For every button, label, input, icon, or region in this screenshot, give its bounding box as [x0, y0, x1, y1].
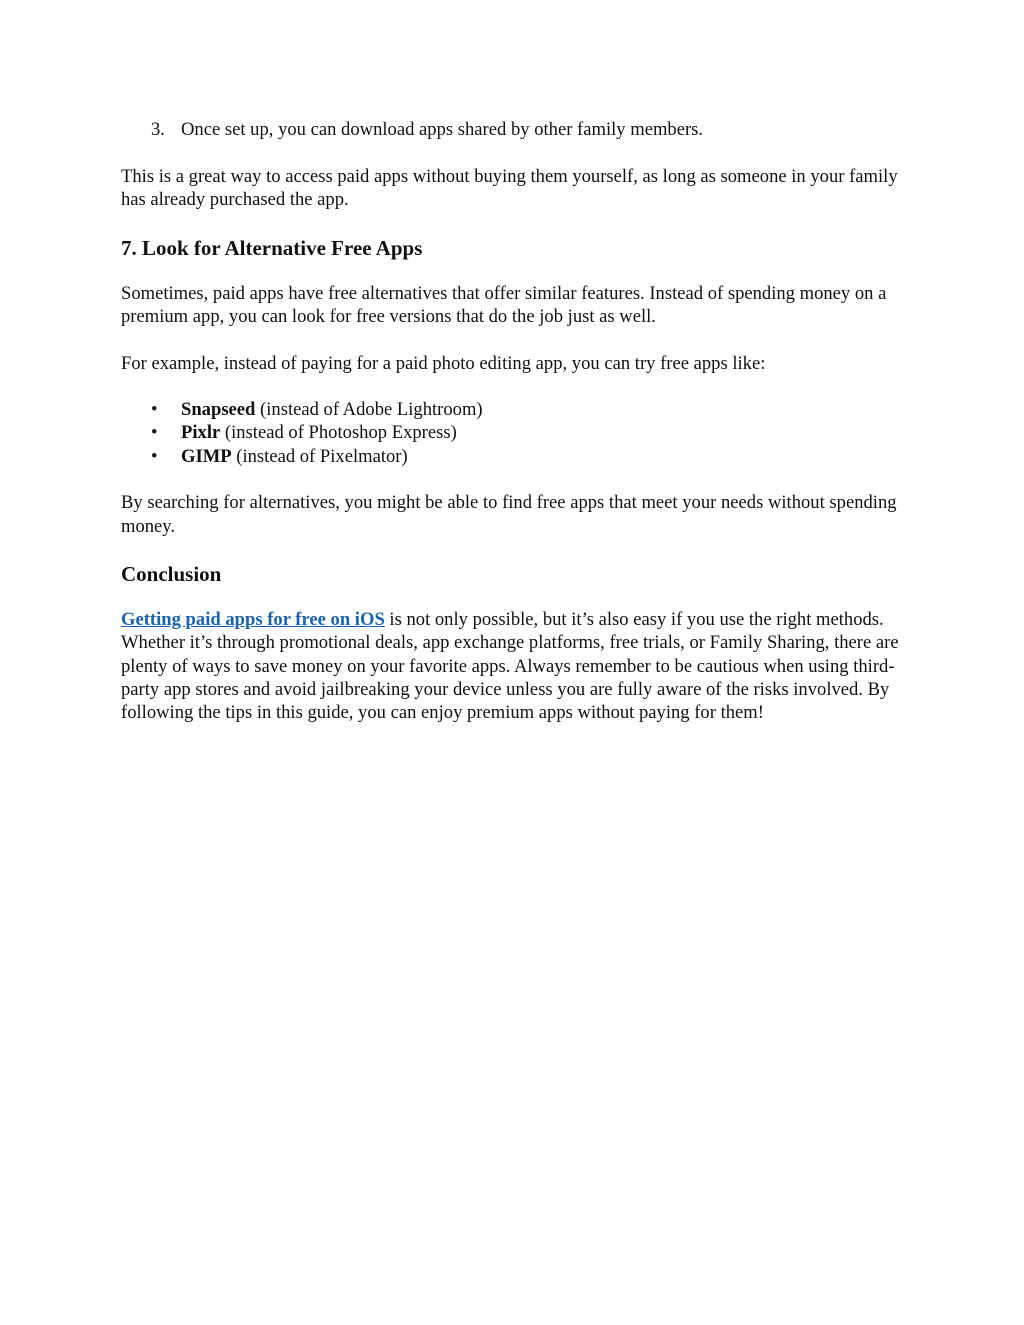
family-sharing-paragraph: This is a great way to access paid apps without buying them yourself, as long as someone in your family has already purchased the app.: [121, 165, 898, 210]
conclusion-body: is not only possible, but it’s also easy if you use the right methods. Whether it’s through promotional deals, app exchange platforms, free trials, or Family Sharing, there are plenty of ways to save money on your favorite apps. Always remember to be cautious when using third-party app stores and avoid jailbreaking your device unless you are fully aware of the risks involved. By following the tips in this guide, you can enjoy premium apps without paying for them!: [121, 609, 899, 724]
app-name: Pixlr: [181, 422, 221, 444]
conclusion-heading: Conclusion: [121, 562, 222, 587]
conclusion-paragraph: [121, 608, 911, 724]
list-item-snapseed: [121, 398, 911, 421]
numbered-list-item: [121, 118, 911, 141]
app-name: Snapseed: [181, 399, 256, 421]
app-note: (instead of Pixelmator): [231, 445, 408, 467]
alternatives-paragraph: Sometimes, paid apps have free alternatives that offer similar features. Instead of spending money on a premium app, you can look for free versions that do the job just as well.: [121, 282, 887, 327]
ios-free-apps-link[interactable]: Getting paid apps for free on iOS: [121, 609, 385, 631]
app-name: GIMP: [181, 445, 232, 467]
bullet-icon: •: [151, 445, 158, 467]
list-number: 3.: [151, 119, 165, 140]
document-page: [121, 118, 911, 748]
app-note: (instead of Adobe Lightroom): [255, 399, 483, 421]
bullet-icon: •: [151, 399, 158, 421]
example-paragraph: For example, instead of paying for a paid photo editing app, you can try free apps like:: [121, 352, 766, 374]
list-item-gimp: [121, 445, 911, 468]
section-7-heading: 7. Look for Alternative Free Apps: [121, 235, 423, 260]
list-item-pixlr: [121, 421, 911, 444]
list-item-text: Once set up, you can download apps shared by other family members.: [181, 119, 704, 140]
alternatives-list: [121, 398, 911, 468]
searching-paragraph: By searching for alternatives, you might be able to find free apps that meet your needs without spending money.: [121, 492, 897, 537]
app-note: (instead of Photoshop Express): [220, 422, 457, 444]
bullet-icon: •: [151, 422, 158, 444]
